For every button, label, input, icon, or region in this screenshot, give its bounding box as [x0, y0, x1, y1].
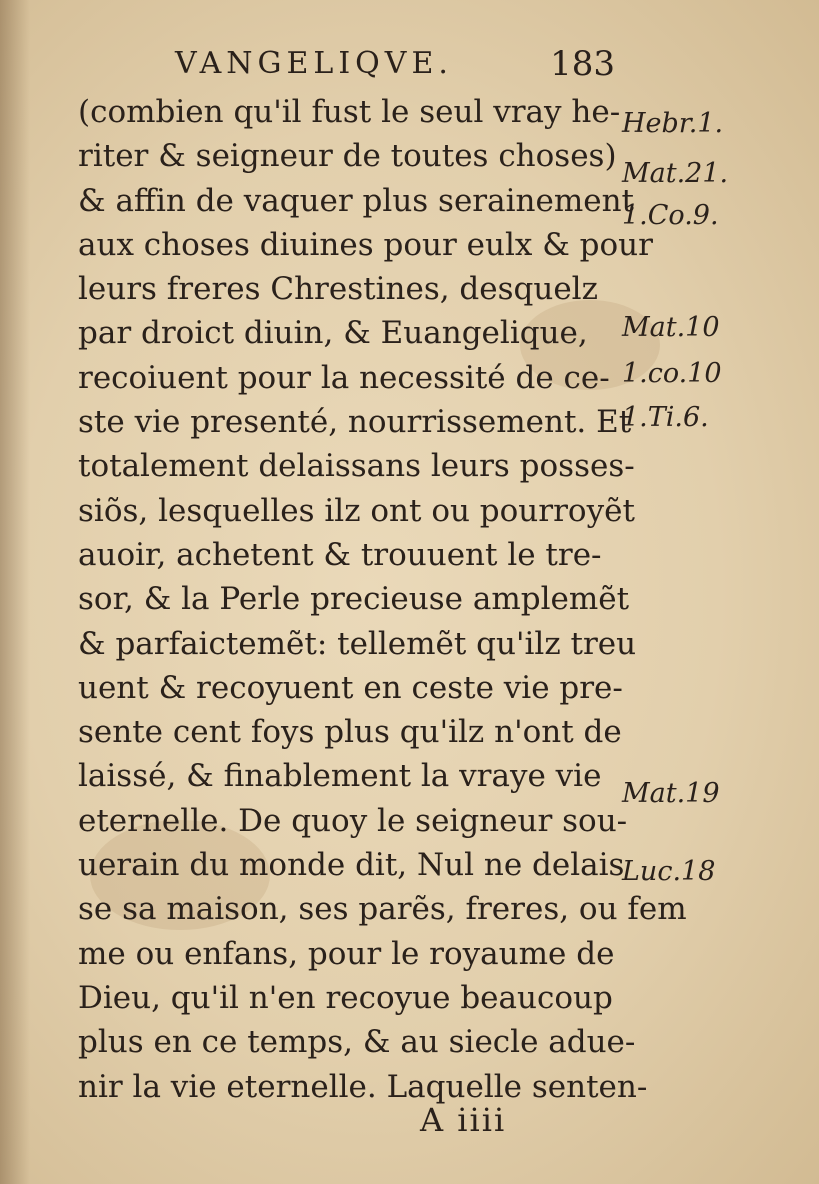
marginal-note: 1.co.10 — [622, 358, 722, 389]
marginal-note: Hebr.1. — [622, 108, 724, 139]
text-line: me ou enfans, pour le royaume de — [78, 935, 615, 972]
text-line: sente cent foys plus qu'ilz n'ont de — [78, 714, 622, 751]
marginal-note: Mat.10 — [622, 312, 720, 343]
text-line: riter & seigneur de toutes choses) — [78, 138, 617, 175]
page-number: 183 — [550, 44, 615, 84]
text-line: ste vie presenté, nourrissement. Et — [78, 404, 632, 441]
text-line: auoir, achetent & trouuent le tre- — [78, 536, 602, 573]
marginal-note: Mat.21. — [622, 158, 729, 189]
text-line: nir la vie eternelle. Laquelle senten- — [78, 1068, 648, 1105]
text-line: se sa maison, ses parẽs, freres, ou fem — [78, 891, 687, 928]
text-line: siõs, lesquelles ilz ont ou pourroyẽt — [78, 492, 635, 529]
running-title: VANGELIQVE. — [175, 46, 453, 81]
text-line: plus en ce temps, & au siecle adue- — [78, 1024, 636, 1061]
marginal-note: Mat.19 — [622, 778, 720, 809]
text-line: Dieu, qu'il n'en recoyue beaucoup — [78, 979, 613, 1016]
text-line: (combien qu'il fust le seul vray he- — [78, 94, 621, 130]
page-edge-shadow — [0, 0, 30, 1184]
text-line: aux choses diuines pour eulx & pour — [78, 226, 653, 263]
text-line: eternelle. De quoy le seigneur sou- — [78, 802, 628, 839]
text-line: totalement delaissans leurs posses- — [78, 448, 635, 485]
marginal-note: Luc.18 — [622, 856, 716, 887]
text-line: & parfaictemẽt: tellemẽt qu'ilz treu — [78, 625, 637, 662]
text-line: recoiuent pour la necessité de ce- — [78, 359, 610, 396]
text-line: uerain du monde dit, Nul ne delais — [78, 847, 625, 884]
page-header — [175, 42, 615, 86]
text-line: uent & recoyuent en ceste vie pre- — [78, 669, 623, 706]
text-line: leurs freres Chrestines, desquelz — [78, 271, 598, 308]
marginal-note: 1.Ti.6. — [622, 402, 709, 433]
text-line: laissé, & finablement la vraye vie — [78, 758, 602, 795]
signature-mark: A iiii — [420, 1101, 507, 1139]
text-line: par droict diuin, & Euangelique, — [78, 315, 588, 352]
text-line: & affin de vaquer plus serainement — [78, 182, 634, 219]
page-footer — [420, 1098, 506, 1142]
marginal-note: 1.Co.9. — [622, 200, 719, 231]
text-line: sor, & la Perle precieuse amplemẽt — [78, 581, 630, 618]
